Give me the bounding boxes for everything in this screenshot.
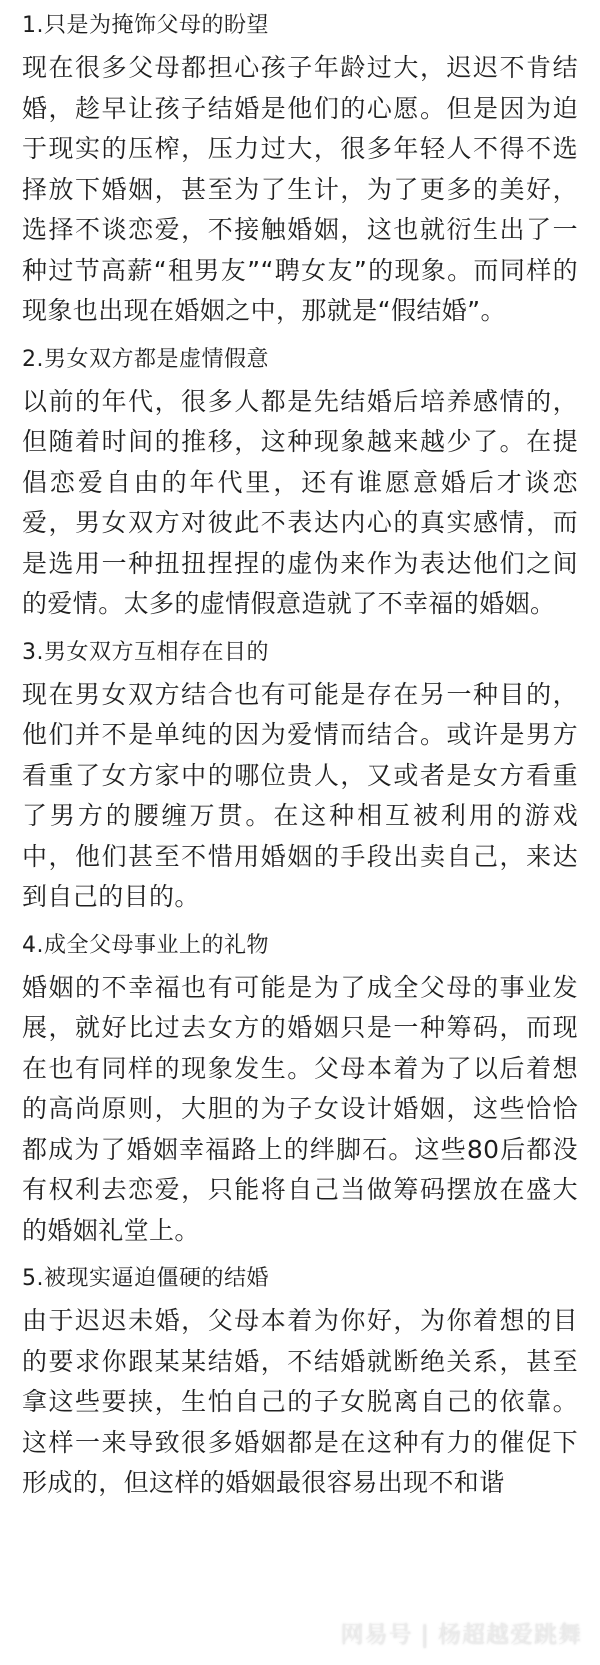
section-heading-5: 5.被现实逼迫僵硬的结婚 [22, 1266, 269, 1291]
watermark: 网易号 | 杨超越爱跳舞 [340, 1622, 582, 1648]
section-body-5: 由于迟迟未婚，父母本着为你好，为你着想的目的要求你跟某某结婚，不结婚就断绝关系，甚至拿这些要挟，生怕自己的子女脱离自己的依靠。这样一来导致很多婚姻都是在这种有力的催促下形成的，但这样的婚姻最很容易出现不和谐 [22, 1306, 578, 1497]
section-heading-3: 3.男女双方互相存在目的 [22, 639, 269, 665]
section-heading-4: 4.成全父母事业上的礼物 [22, 932, 269, 958]
section-body-3: 现在男女双方结合也有可能是存在另一种目的，他们并不是单纯的因为爱情而结合。或许是男方看重了女方家中的哪位贵人，又或者是女方看重了男方的腰缠万贯。在这种相互被利用的游戏中，他们甚至不惜用婚姻的手段出卖自己，来达到自己的目的。 [22, 679, 578, 911]
section-heading-1: 1.只是为掩饰父母的盼望 [22, 13, 269, 38]
section-heading-2: 2.男女双方都是虚情假意 [22, 346, 269, 372]
section-body-2: 以前的年代，很多人都是先结婚后培养感情的，但随着时间的推移，这种现象越来越少了。在提倡恋爱自由的年代里，还有谁愿意婚后才谈恋爱，男女双方对彼此不表达内心的真实感情，而是选用一种扭扭捏捏的虚伪来作为表达他们之间的爱情。太多的虚情假意造就了不幸福的婚姻。 [22, 386, 578, 618]
section-body-4: 婚姻的不幸福也有可能是为了成全父母的事业发展，就好比过去女方的婚姻只是一种筹码，而现在也有同样的现象发生。父母本着为了以后着想的高尚原则，大胆的为子女设计婚姻，这些恰恰都成为了婚姻幸福路上的绊脚石。这些80后都没有权利去恋爱，只能将自己当做筹码摆放在盛大的婚姻礼堂上。 [22, 972, 578, 1245]
section-body-1: 现在很多父母都担心孩子年龄过大，迟迟不肯结婚，趁早让孩子结婚是他们的心愿。但是因为迫于现实的压榨，压力过大，很多年轻人不得不选择放下婚姻，甚至为了生计，为了更多的美好，选择不谈恋爱，不接触婚姻，这也就衍生出了一种过节高薪“租男友”“聘女友”的现象。而同样的现象也出现在婚姻之中，那就是“假结婚”。 [22, 53, 578, 325]
